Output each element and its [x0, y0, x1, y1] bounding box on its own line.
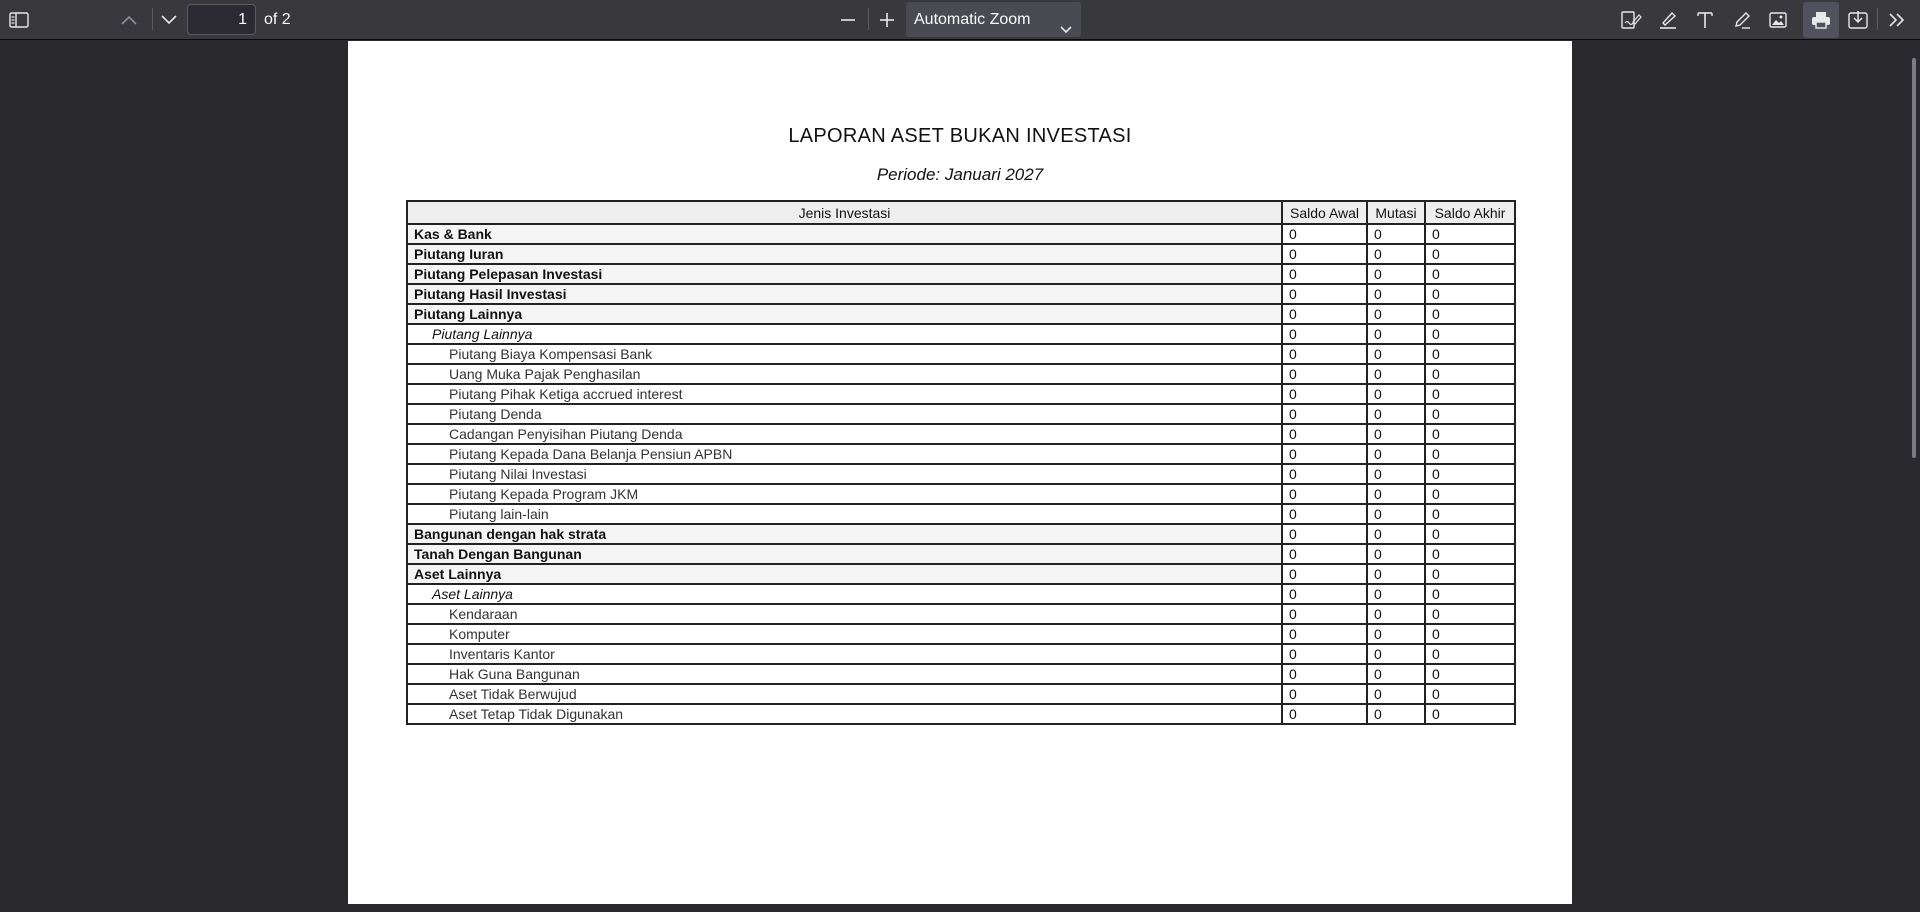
report-period: Periode: Januari 2027: [876, 165, 1044, 184]
toolbar-separator: [1877, 8, 1878, 30]
saldo-awal-cell: 0: [1282, 424, 1367, 444]
previous-page-icon[interactable]: [115, 6, 143, 34]
saldo-awal-cell: 0: [1282, 504, 1367, 524]
row-name-cell: Piutang Hasil Investasi: [407, 284, 1282, 304]
table-row: [407, 664, 1515, 684]
saldo-awal-cell: 0: [1282, 404, 1367, 424]
mutasi-cell: 0: [1367, 224, 1425, 244]
saldo-awal-cell: 0: [1282, 284, 1367, 304]
scrollbar-thumb[interactable]: [1912, 58, 1916, 458]
saldo-akhir-cell: 0: [1425, 244, 1515, 264]
saldo-akhir-cell: 0: [1425, 644, 1515, 664]
row-name-cell: Piutang Biaya Kompensasi Bank: [407, 344, 1282, 364]
mutasi-cell: 0: [1367, 364, 1425, 384]
row-name-cell: Aset Tetap Tidak Digunakan: [407, 704, 1282, 724]
image-icon[interactable]: [1764, 6, 1792, 34]
row-name-cell: Piutang Denda: [407, 404, 1282, 424]
row-name-cell: Bangunan dengan hak strata: [407, 524, 1282, 544]
saldo-awal-cell: 0: [1282, 524, 1367, 544]
row-name-cell: Piutang Lainnya: [407, 324, 1282, 344]
row-name-cell: Piutang Kepada Program JKM: [407, 484, 1282, 504]
mutasi-cell: 0: [1367, 564, 1425, 584]
table-row: [407, 684, 1515, 704]
table-row: [407, 364, 1515, 384]
saldo-awal-cell: 0: [1282, 644, 1367, 664]
zoom-select-label: Automatic Zoom: [914, 11, 1031, 28]
table-row: [407, 564, 1515, 584]
saldo-akhir-cell: 0: [1425, 364, 1515, 384]
row-name-cell: Aset Lainnya: [407, 564, 1282, 584]
column-header-saldo-awal: Saldo Awal: [1282, 201, 1367, 224]
next-page-icon[interactable]: [155, 6, 183, 34]
saldo-akhir-cell: 0: [1425, 604, 1515, 624]
table-row: [407, 464, 1515, 484]
mutasi-cell: 0: [1367, 344, 1425, 364]
table-row: [407, 704, 1515, 724]
saldo-akhir-cell: 0: [1425, 304, 1515, 324]
table-row: [407, 284, 1515, 304]
table-row: [407, 224, 1515, 244]
draw-icon[interactable]: [1728, 6, 1756, 34]
zoom-out-icon[interactable]: [834, 6, 862, 34]
saldo-akhir-cell: 0: [1425, 544, 1515, 564]
table-row: [407, 504, 1515, 524]
mutasi-cell: 0: [1367, 504, 1425, 524]
saldo-akhir-cell: 0: [1425, 624, 1515, 644]
saldo-awal-cell: 0: [1282, 384, 1367, 404]
row-name-cell: Aset Lainnya: [407, 584, 1282, 604]
saldo-awal-cell: 0: [1282, 464, 1367, 484]
mutasi-cell: 0: [1367, 524, 1425, 544]
saldo-akhir-cell: 0: [1425, 284, 1515, 304]
pdf-page: [348, 41, 1572, 904]
table-row: [407, 424, 1515, 444]
mutasi-cell: 0: [1367, 624, 1425, 644]
column-header-jenis-investasi: Jenis Investasi: [407, 201, 1282, 224]
row-name-cell: Uang Muka Pajak Penghasilan: [407, 364, 1282, 384]
row-name-cell: Aset Tidak Berwujud: [407, 684, 1282, 704]
saldo-awal-cell: 0: [1282, 704, 1367, 724]
row-name-cell: Piutang Lainnya: [407, 304, 1282, 324]
signature-icon[interactable]: [1617, 6, 1645, 34]
row-name-cell: Hak Guna Bangunan: [407, 664, 1282, 684]
saldo-awal-cell: 0: [1282, 344, 1367, 364]
row-name-cell: Inventaris Kantor: [407, 644, 1282, 664]
row-name-cell: Komputer: [407, 624, 1282, 644]
mutasi-cell: 0: [1367, 284, 1425, 304]
row-name-cell: Kas & Bank: [407, 224, 1282, 244]
row-name-cell: Tanah Dengan Bangunan: [407, 544, 1282, 564]
row-name-cell: Piutang Iuran: [407, 244, 1282, 264]
table-body: [407, 224, 1515, 724]
saldo-akhir-cell: 0: [1425, 444, 1515, 464]
report-title: LAPORAN ASET BUKAN INVESTASI: [788, 125, 1132, 147]
table-row: [407, 264, 1515, 284]
page-count-label: of 2: [264, 11, 291, 28]
saldo-awal-cell: 0: [1282, 264, 1367, 284]
column-header-mutasi: Mutasi: [1367, 201, 1425, 224]
table-row: [407, 344, 1515, 364]
table-row: [407, 624, 1515, 644]
saldo-awal-cell: 0: [1282, 304, 1367, 324]
mutasi-cell: 0: [1367, 704, 1425, 724]
row-name-cell: Piutang Kepada Dana Belanja Pensiun APBN: [407, 444, 1282, 464]
row-name-cell: Cadangan Penyisihan Piutang Denda: [407, 424, 1282, 444]
mutasi-cell: 0: [1367, 244, 1425, 264]
table-row: [407, 324, 1515, 344]
saldo-awal-cell: 0: [1282, 224, 1367, 244]
highlight-icon[interactable]: [1654, 6, 1682, 34]
zoom-select[interactable]: [906, 2, 1081, 37]
saldo-akhir-cell: 0: [1425, 664, 1515, 684]
table-row: [407, 444, 1515, 464]
saldo-awal-cell: 0: [1282, 564, 1367, 584]
saldo-awal-cell: 0: [1282, 604, 1367, 624]
table-row: [407, 244, 1515, 264]
row-name-cell: Kendaraan: [407, 604, 1282, 624]
saldo-awal-cell: 0: [1282, 484, 1367, 504]
saldo-akhir-cell: 0: [1425, 264, 1515, 284]
row-name-cell: Piutang Pihak Ketiga accrued interest: [407, 384, 1282, 404]
print-icon[interactable]: [1803, 2, 1839, 38]
column-header-saldo-akhir: Saldo Akhir: [1425, 201, 1515, 224]
mutasi-cell: 0: [1367, 684, 1425, 704]
table-row: [407, 584, 1515, 604]
saldo-akhir-cell: 0: [1425, 424, 1515, 444]
table-row: [407, 484, 1515, 504]
saldo-akhir-cell: 0: [1425, 344, 1515, 364]
toolbar-separator: [152, 8, 153, 30]
mutasi-cell: 0: [1367, 404, 1425, 424]
mutasi-cell: 0: [1367, 664, 1425, 684]
saldo-akhir-cell: 0: [1425, 484, 1515, 504]
mutasi-cell: 0: [1367, 464, 1425, 484]
table-row: [407, 524, 1515, 544]
save-icon[interactable]: [1844, 6, 1872, 34]
mutasi-cell: 0: [1367, 444, 1425, 464]
mutasi-cell: 0: [1367, 324, 1425, 344]
saldo-awal-cell: 0: [1282, 324, 1367, 344]
mutasi-cell: 0: [1367, 604, 1425, 624]
sidebar-toggle-icon[interactable]: [5, 6, 33, 34]
saldo-awal-cell: 0: [1282, 444, 1367, 464]
text-icon[interactable]: [1691, 6, 1719, 34]
saldo-awal-cell: 0: [1282, 684, 1367, 704]
saldo-akhir-cell: 0: [1425, 684, 1515, 704]
table-header-row: [407, 201, 1515, 224]
mutasi-cell: 0: [1367, 544, 1425, 564]
saldo-awal-cell: 0: [1282, 244, 1367, 264]
row-name-cell: Piutang Pelepasan Investasi: [407, 264, 1282, 284]
saldo-akhir-cell: 0: [1425, 464, 1515, 484]
saldo-akhir-cell: 0: [1425, 564, 1515, 584]
saldo-awal-cell: 0: [1282, 544, 1367, 564]
mutasi-cell: 0: [1367, 584, 1425, 604]
row-name-cell: Piutang Nilai Investasi: [407, 464, 1282, 484]
saldo-akhir-cell: 0: [1425, 704, 1515, 724]
table-row: [407, 644, 1515, 664]
pdf-toolbar: [0, 0, 1920, 40]
zoom-in-icon[interactable]: [873, 6, 901, 34]
toolbar-separator: [868, 8, 869, 30]
table-row: [407, 604, 1515, 624]
mutasi-cell: 0: [1367, 384, 1425, 404]
saldo-akhir-cell: 0: [1425, 384, 1515, 404]
mutasi-cell: 0: [1367, 304, 1425, 324]
saldo-akhir-cell: 0: [1425, 584, 1515, 604]
saldo-akhir-cell: 0: [1425, 504, 1515, 524]
mutasi-cell: 0: [1367, 484, 1425, 504]
table-row: [407, 404, 1515, 424]
mutasi-cell: 0: [1367, 264, 1425, 284]
saldo-akhir-cell: 0: [1425, 224, 1515, 244]
saldo-awal-cell: 0: [1282, 664, 1367, 684]
saldo-akhir-cell: 0: [1425, 324, 1515, 344]
saldo-awal-cell: 0: [1282, 624, 1367, 644]
table-row: [407, 384, 1515, 404]
saldo-awal-cell: 0: [1282, 584, 1367, 604]
mutasi-cell: 0: [1367, 424, 1425, 444]
row-name-cell: Piutang lain-lain: [407, 504, 1282, 524]
table-row: [407, 544, 1515, 564]
asset-table: [406, 200, 1516, 725]
mutasi-cell: 0: [1367, 644, 1425, 664]
table-row: [407, 304, 1515, 324]
page-number-input[interactable]: [187, 4, 256, 35]
saldo-akhir-cell: 0: [1425, 404, 1515, 424]
saldo-akhir-cell: 0: [1425, 524, 1515, 544]
saldo-awal-cell: 0: [1282, 364, 1367, 384]
more-tools-icon[interactable]: [1883, 6, 1911, 34]
